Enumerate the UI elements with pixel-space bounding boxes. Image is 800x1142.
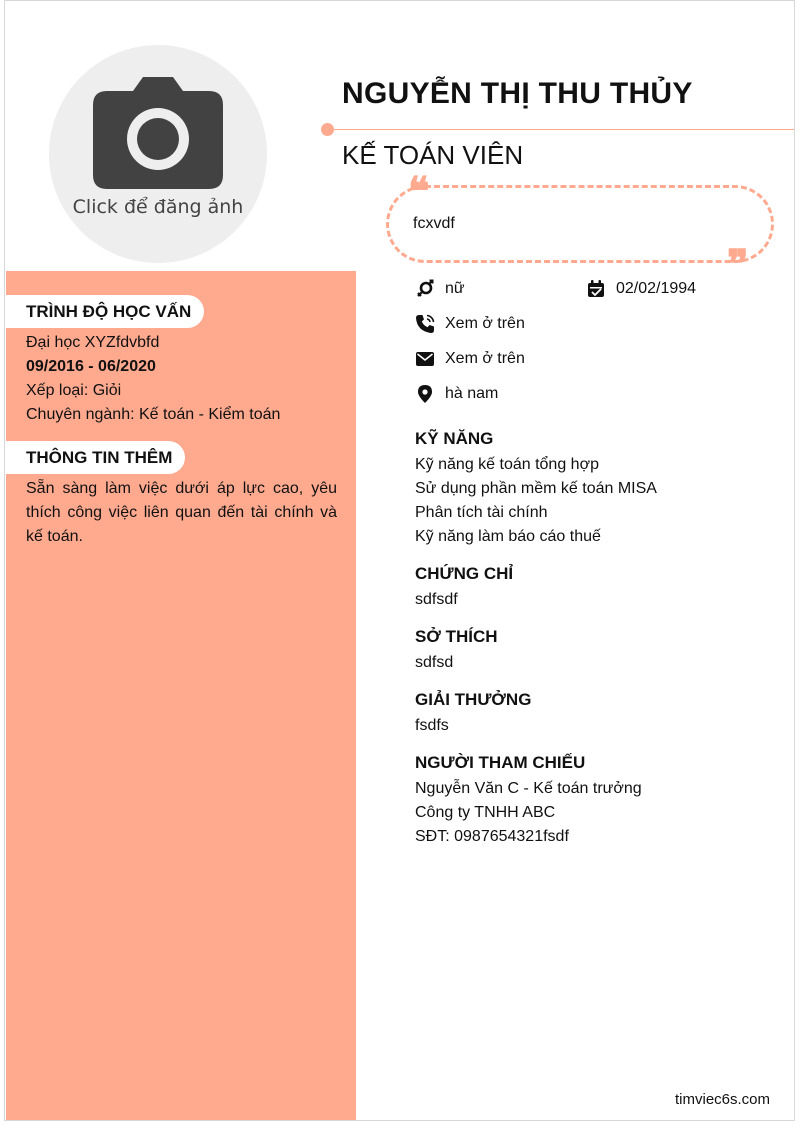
skill-item: Sử dụng phần mềm kế toán MISA [415, 480, 657, 497]
phone-value: Xem ở trên [445, 315, 525, 332]
education-grade: Xếp loại: Giỏi [26, 382, 122, 399]
references-heading: NGƯỜI THAM CHIẾU [415, 753, 586, 772]
title-divider [330, 129, 795, 130]
additional-info-text: Sẵn sàng làm việc dưới áp lực cao, yêu thích công việc liên quan đến tài chính và kế toán. [26, 480, 337, 545]
candidate-name: NGUYỄN THỊ THU THỦY [342, 77, 693, 110]
skill-item: Kỹ năng làm báo cáo thuế [415, 528, 601, 545]
education-major: Chuyên ngành: Kế toán - Kiểm toán [26, 406, 281, 423]
reference-item: Nguyễn Văn C - Kế toán trưởng [415, 780, 642, 797]
address-value: hà nam [445, 385, 499, 402]
additional-info-heading: THÔNG TIN THÊM [5, 441, 185, 474]
photo-upload-label: Click để đăng ảnh [72, 196, 244, 218]
camera-icon [93, 75, 223, 189]
job-title: KẾ TOÁN VIÊN [342, 140, 524, 170]
title-divider-dot [321, 123, 334, 136]
skill-item: Kỹ năng kế toán tổng hợp [415, 456, 599, 473]
birthday-value: 02/02/1994 [616, 280, 697, 297]
reference-item: Công ty TNHH ABC [415, 804, 556, 821]
avatar-upload[interactable] [49, 45, 267, 263]
skill-item: Phân tích tài chính [415, 504, 548, 521]
cv-page [4, 0, 795, 1121]
education-school: Đại học XYZfdvbfd [26, 334, 160, 351]
certificates-text: sdfsdf [415, 591, 458, 608]
quote-close-icon: ❞ [727, 241, 749, 288]
phone-icon [415, 314, 435, 334]
awards-heading: GIẢI THƯỞNG [415, 690, 532, 709]
gender-value: nữ [445, 280, 465, 297]
reference-item: SĐT: 0987654321fsdf [415, 828, 569, 845]
envelope-icon [415, 349, 435, 369]
objective-text: fcxvdf [413, 215, 455, 232]
footer-site: timviec6s.com [675, 1091, 771, 1108]
certificates-heading: CHỨNG CHỈ [415, 564, 514, 583]
email-value: Xem ở trên [445, 350, 525, 367]
education-heading: TRÌNH ĐỘ HỌC VẤN [5, 295, 204, 328]
quote-open-icon: ❝ [408, 168, 430, 215]
calendar-icon [586, 279, 606, 299]
gender-icon [415, 279, 435, 299]
hobbies-text: sdfsd [415, 654, 454, 671]
education-period: 09/2016 - 06/2020 [26, 358, 156, 375]
hobbies-heading: SỞ THÍCH [415, 627, 498, 646]
location-pin-icon [415, 384, 435, 404]
awards-text: fsdfs [415, 717, 449, 734]
skills-heading: KỸ NĂNG [415, 429, 494, 448]
